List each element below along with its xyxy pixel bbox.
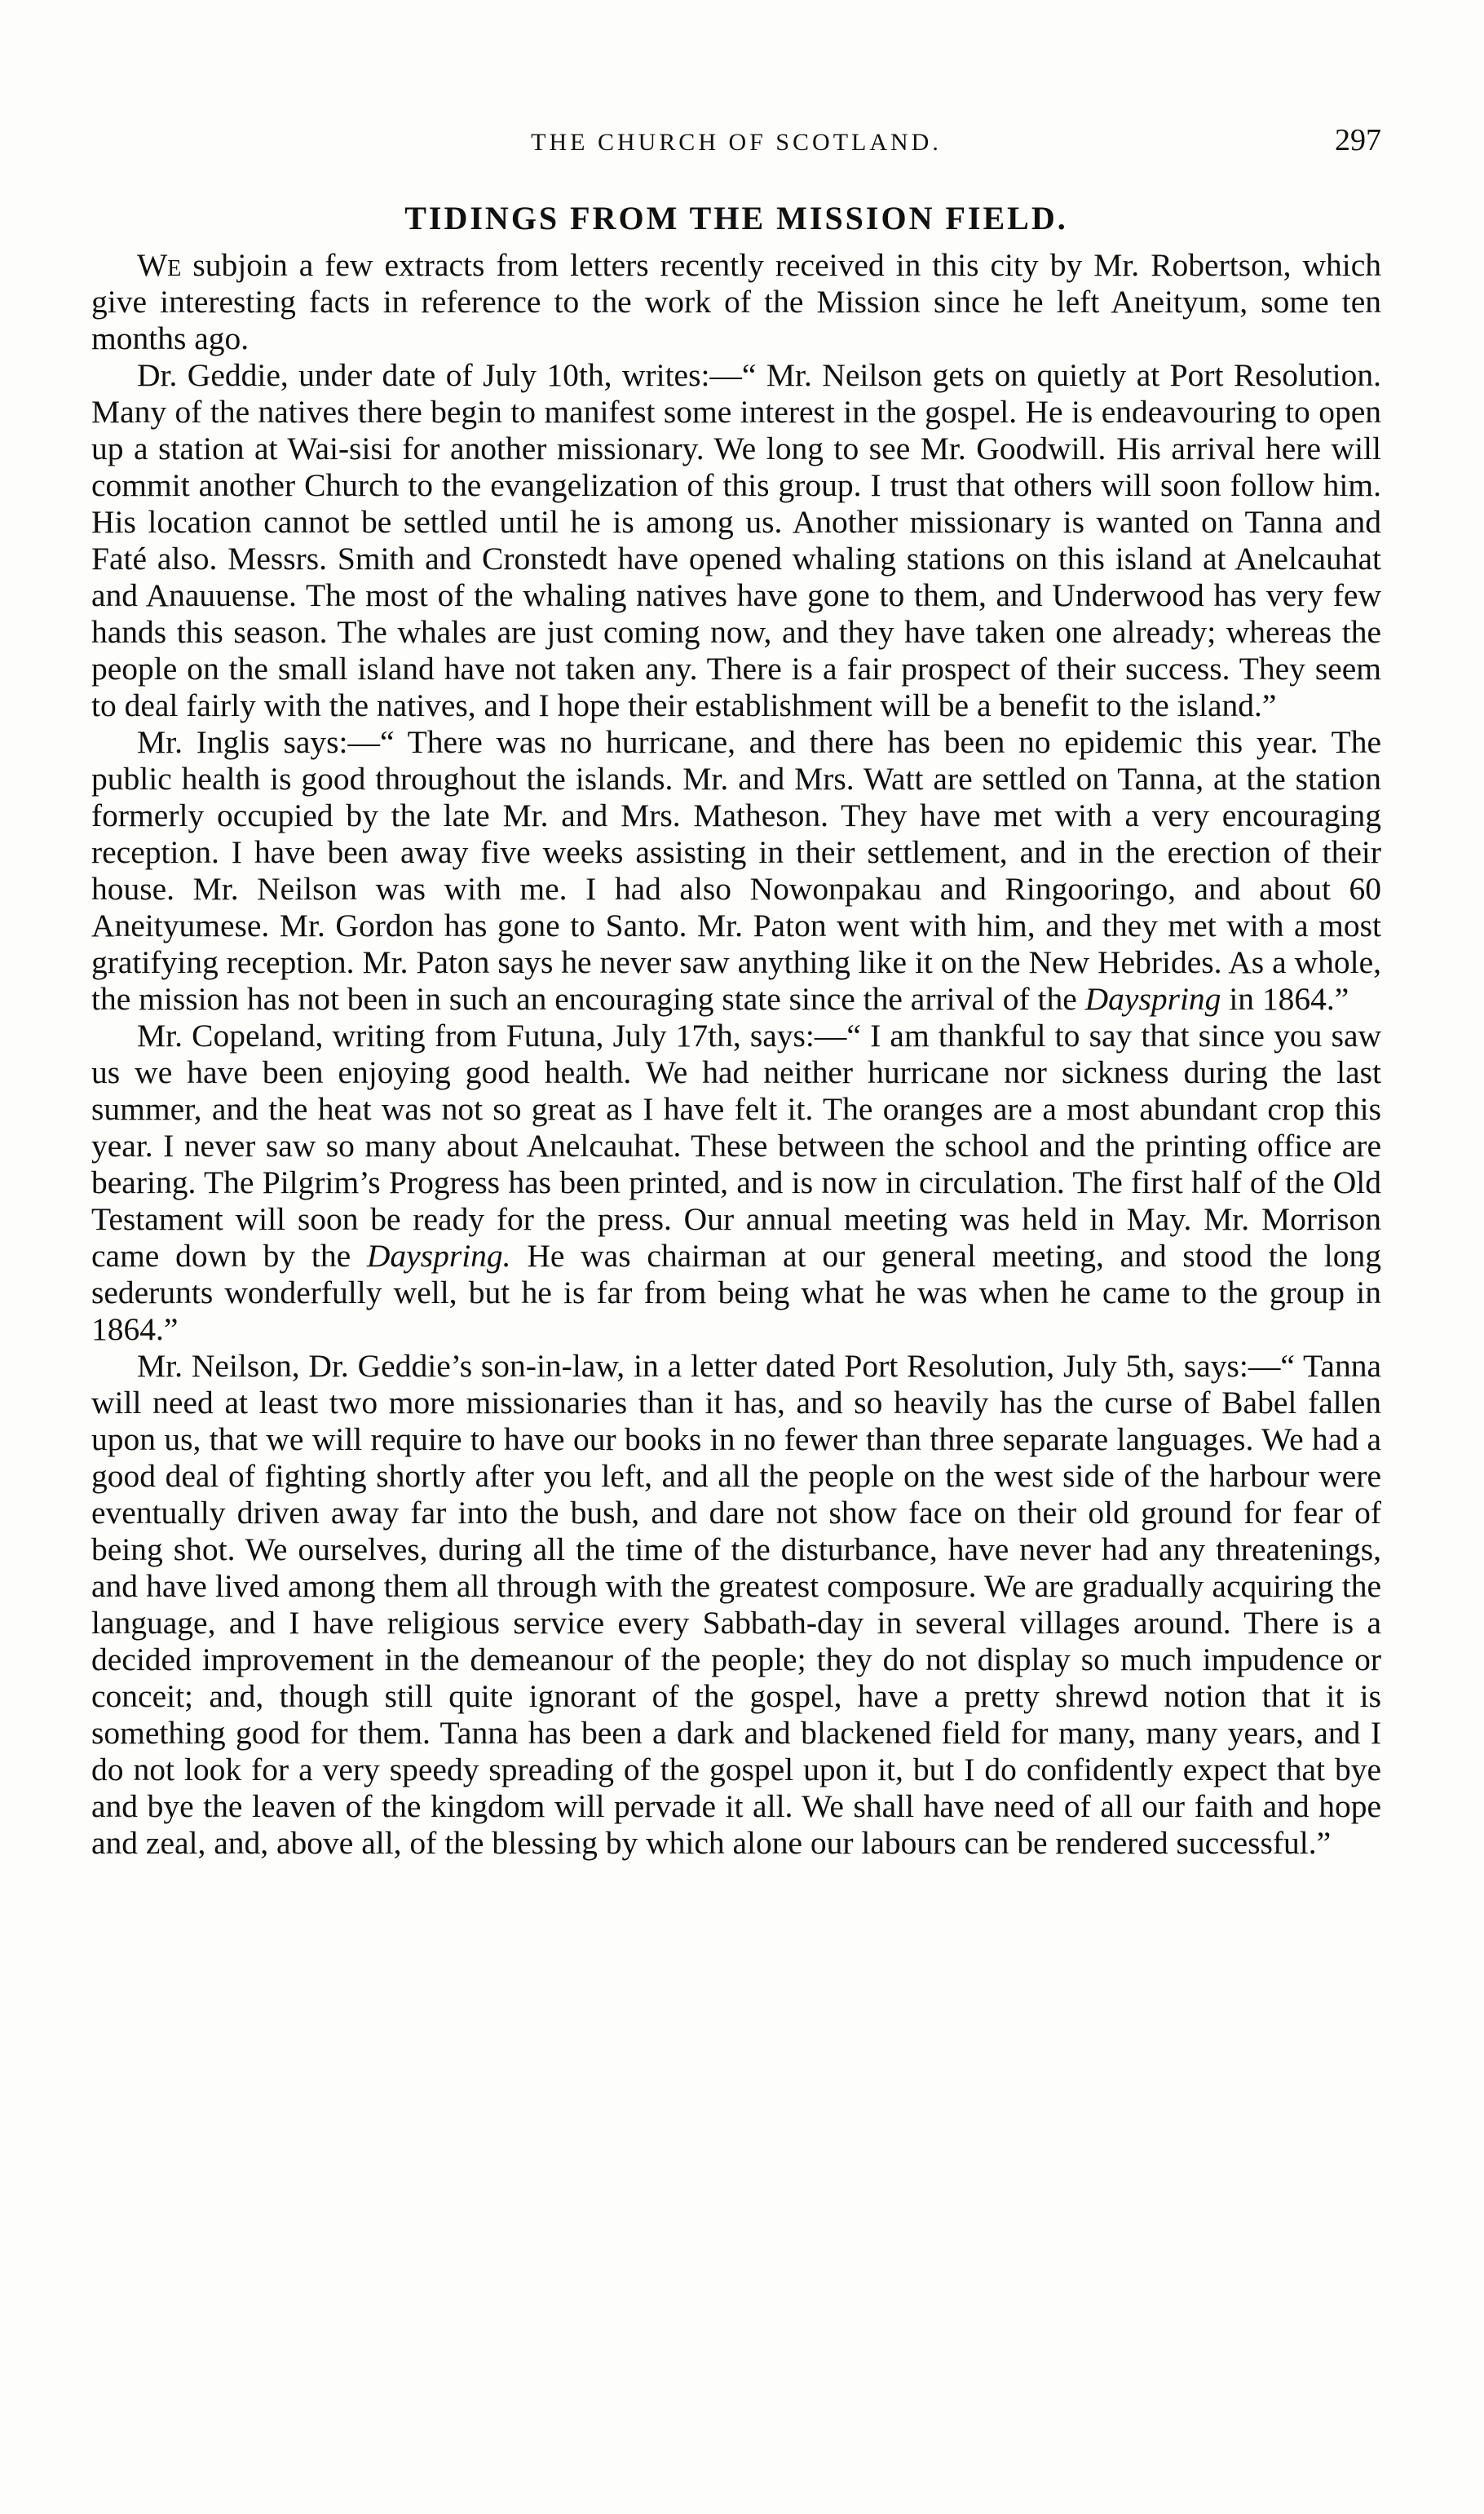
paragraph-text: Mr. Neilson, Dr. Geddie’s son-in-law, in a letter dated Port Resolution, July 5th, says:—“ Tanna will need at least two more missionaries than it has, and so heavily has the curse of Babel fallen upon us, that we will require to have our books in no fewer than three separate languages. We had a good deal of fighting shortly after you left, and all the people on the west side of the harbour were eventually driven away far into the bush, and dare not show face on their old ground for fear of being shot. We ourselves, during all the time of the disturbance, have never had any threatenings, and have lived among them all through with the greatest composure. We are gradually acquiring the language, and I have religious service every Sabbath-day in several villages around. There is a decided improvement in the demeanour of the people; they do not display so much impudence or conceit; and, though still quite ignorant of the gospel, have a pretty shrewd notion that it is something good for them. Tanna has been a dark and blackened field for many, many years, and I do not look for a very speedy spreading of the gospel upon it, but I do confidently expect that bye and bye the leaven of the kingdom will pervade it all. We shall have need of all our faith and hope and zeal, and, above all, of the blessing by which alone our labours can be rendered successful.” [91, 1348, 1381, 1861]
paragraph-text-after: in 1864.” [1221, 981, 1349, 1017]
paragraph-text-before: Mr. Inglis says:—“ There was no hurricane, and there has been no epidemic this year. The public health is good throughout the islands. Mr. and Mrs. Watt are settled on Tanna, at the station formerly occupied by the late Mr. and Mrs. Matheson. They have met with a very encouraging reception. I have been away five weeks assisting in their settlement, and in the erection of their house. Mr. Neilson was with me. I had also Nowonpakau and Ringooringo, and about 60 Aneityumese. Mr. Gordon has gone to Santo. Mr. Paton went with him, and they met with a most gratifying reception. Mr. Paton says he never saw anything like it on the New Hebrides. As a whole, the mission has not been in such an encouraging state since the arrival of the [91, 724, 1381, 1017]
ship-name: Dayspring [1084, 981, 1221, 1017]
paragraph-text: Dr. Geddie, under date of July 10th, writes:—“ Mr. Neilson gets on quietly at Port Resolution. Many of the natives there begin to manifest some interest in the gospel. He is endeavouring to open up a station at Wai-sisi for another missionary. We long to see Mr. Goodwill. His arrival here will commit another Church to the evangelization of this group. I trust that others will soon follow him. His location cannot be settled until he is among us. Another missionary is wanted on Tanna and Faté also. Messrs. Smith and Cronstedt have opened whaling stations on this island at Anelcauhat and Anauuense. The most of the whaling natives have gone to them, and Underwood has very few hands this season. The whales are just coming now, and they have taken one already; whereas the people on the small island have not taken any. There is a fair prospect of their success. They seem to deal fairly with the natives, and I hope their establishment will be a benefit to the island.” [91, 357, 1381, 723]
paragraph-copeland [91, 1018, 1381, 1348]
ship-name: Dayspring. [366, 1238, 511, 1274]
paragraph-text: subjoin a few extracts from letters recently received in this city by Mr. Robertson, which give interesting facts in reference to the work of the Mission since he left Aneityum, some ten months ago. [91, 247, 1381, 356]
paragraph-text-before: Mr. Copeland, writing from Futuna, July 17th, says:—“ I am thankful to say that since you saw us we have been enjoying good health. We had neither hurricane nor sickness during the last summer, and the heat was not so great as I have felt it. The oranges are a most abundant crop this year. I never saw so many about Anelcauhat. These between the school and the printing office are bearing. The Pilgrim’s Progress has been printed, and is now in circulation. The first half of the Old Testament will soon be ready for the press. Our annual meeting was held in May. Mr. Morrison came down by the [91, 1018, 1381, 1274]
page-number: 297 [1335, 123, 1381, 157]
paragraph-text-after: He was chairman at our general meeting, and stood the long sederunts wonderfully well, but he is far from being what he was when he came to the group in 1864.” [91, 1238, 1381, 1347]
running-head [91, 121, 1381, 170]
printed-page [91, 121, 1381, 1862]
running-title: THE CHURCH OF SCOTLAND. [531, 129, 942, 156]
paragraph-inglis [91, 724, 1381, 1018]
article-heading: TIDINGS FROM THE MISSION FIELD. [404, 200, 1068, 236]
paragraph-intro [91, 247, 1381, 357]
paragraph-neilson [91, 1348, 1381, 1862]
paragraph-geddie [91, 357, 1381, 724]
drop-lead-word: We [137, 247, 182, 283]
